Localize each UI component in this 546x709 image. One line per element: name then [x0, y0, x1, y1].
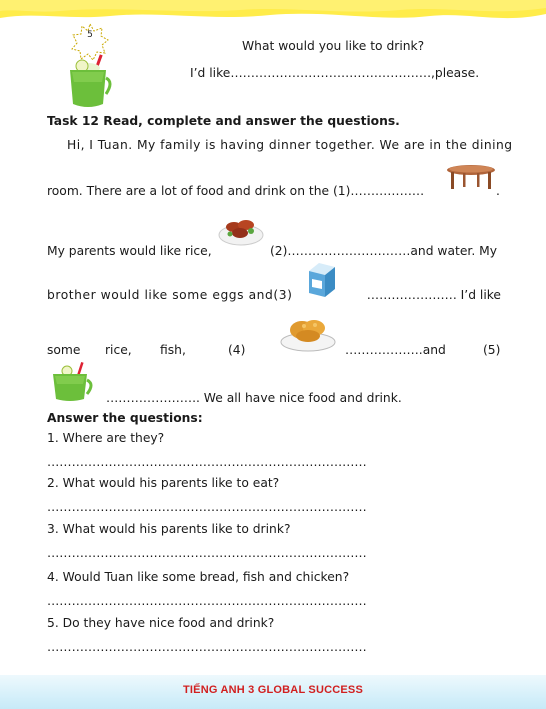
passage-line-2-end: . — [496, 184, 500, 198]
answer-heading: Answer the questions: — [47, 411, 203, 425]
prompt-question: What would you like to drink? — [242, 39, 425, 53]
prompt-answer-line: I’d like………………………………………….,please. — [190, 66, 480, 80]
wooden-table-icon — [445, 163, 497, 191]
task-title: Task 12 Read, complete and answer the questions. — [47, 114, 400, 128]
passage-line-5-end: (5) — [483, 343, 501, 357]
passage-line-5-word-2: rice, — [105, 343, 132, 357]
blank-2: (2)…………………………and water. My — [270, 244, 498, 258]
answer-line-3[interactable]: …………………………………………………………………… — [47, 546, 367, 560]
blank-4: ……………….and — [345, 343, 446, 357]
question-5: 5. Do they have nice food and drink? — [47, 616, 275, 630]
passage-line-4: brother would like some eggs and(3) — [47, 288, 293, 302]
answer-line-4[interactable]: …………………………………………………………………… — [47, 594, 367, 608]
question-2: 2. What would his parents like to eat? — [47, 476, 280, 490]
exercise-number: 5 — [87, 30, 93, 40]
passage-line-5-word-1: some — [47, 343, 81, 357]
milk-carton-icon — [303, 261, 341, 299]
passage-line-1 — [47, 138, 513, 152]
passage-line-1-text: Hi, I Tuan. My family is having dinner together. We are in the dining — [67, 138, 513, 152]
answer-line-5[interactable]: …………………………………………………………………… — [47, 640, 367, 654]
question-4: 4. Would Tuan like some bread, fish and chicken? — [47, 570, 350, 584]
sausage-plate-icon — [218, 207, 264, 247]
passage-line-5-word-4: (4) — [228, 343, 246, 357]
passage-line-5-word-3: fish, — [160, 343, 186, 357]
answer-line-1[interactable]: …………………………………………………………………… — [47, 455, 367, 469]
passage-line-6: ………………….. We all have nice food and drink. — [106, 391, 402, 405]
fried-chicken-icon — [280, 308, 336, 352]
passage-line-2: room. There are a lot of food and drink on the (1)……………… — [47, 184, 425, 198]
answer-line-2[interactable]: …………………………………………………………………… — [47, 500, 367, 514]
passage-line-3: My parents would like rice, — [47, 244, 212, 258]
passage-line-4-end: …………………. I’d like — [366, 288, 501, 302]
green-juice-icon — [47, 362, 97, 402]
green-juice-icon — [62, 52, 114, 110]
question-3: 3. What would his parents like to drink? — [47, 522, 291, 536]
question-1: 1. Where are they? — [47, 431, 165, 445]
footer-title: TIẾNG ANH 3 GLOBAL SUCCESS — [183, 684, 363, 696]
